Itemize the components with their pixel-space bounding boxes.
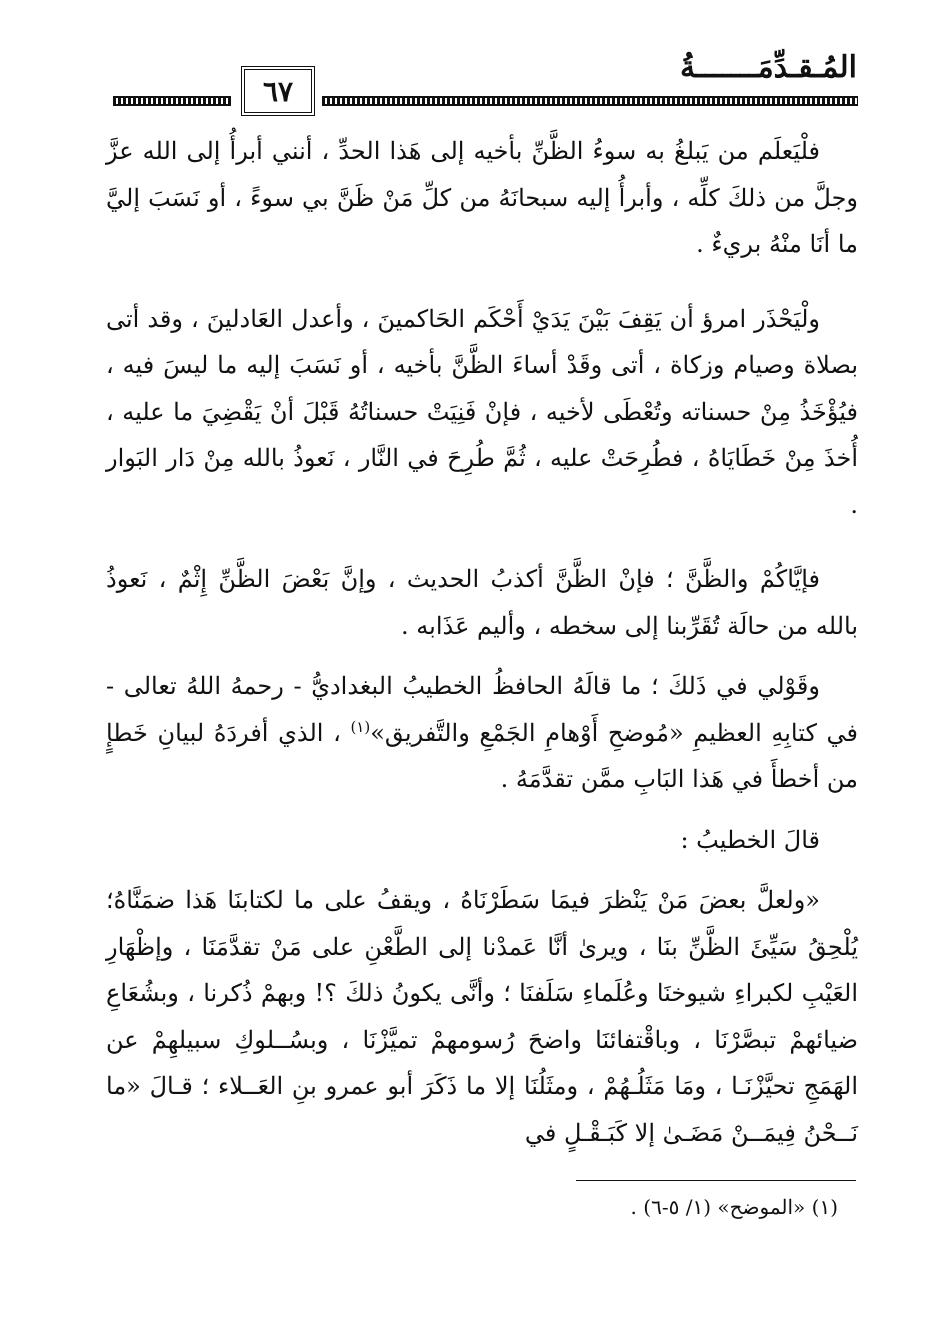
- header-ornament-left: [113, 96, 231, 106]
- footnote-separator: [576, 1180, 856, 1181]
- paragraph-4: [106, 663, 858, 803]
- speaker-line: قالَ الخطيبُ :: [680, 825, 820, 854]
- header-ornament-right: [322, 96, 858, 106]
- paragraph-6-quote: «ولعلَّ بعضَ مَنْ يَنْظرَ فيمَا سَطَرْنَاهُ ، ويقفُ على ما لكتابنَا هَذا ضمَنَّاهُ؛ يُلْحِقُ سَيِّئَ الظَّنِّ بنَا ، ويرىٰ أنَّا عَمدْنا إلى الطَّعْنِ على مَنْ تقدَّمَنَا ، وإظْهَارِ العَيْبِ لكبراءِ شيوخنَا وعُلَماءِ سَلَفنَا ؛ وأنَّى يكونُ ذلكَ ؟! وبهمْ ذُكرنا ، وبشُعَاعِ ضيائهمْ تبصَّرْنَا ، وباقْتفائنَا واضحَ رُسومهمْ تميَّزْنَا ، وبسُــلوكِ سبيلهِمْ عن الهَمَجِ تحيَّزْنَـا ، ومَا مَثَلُـهُمْ ، ومثَلُنَا إلا ما ذَكَرَ أبو عمرو بنِ العَــلاء ؛ قـالَ «ما نَــحْنُ فِيمَــنْ مَضَـىٰ إلا كَبَـقْـلٍ في: [106, 886, 859, 1147]
- paragraph-1: فلْيَعلَم من يَبلغُ به سوءُ الظَّنِّ بأخيه إلى هَذا الحدِّ ، أنني أبرأُ إلى الله عزَّ وجلَّ من ذلكَ كلِّه ، وأبرأُ إليه سبحانَهُ من كلِّ مَنْ ظَنَّ بي سوءً ، أو نَسَبَ إليَّ ما أنَا منْهُ بريءٌ .: [106, 137, 858, 258]
- paragraph-4-text-a: وقَوْلي في ذَلكَ ؛ ما قالَهُ الحافظُ الخطيبُ البغداديُّ - رحمهُ اللهُ تعالى - في كتابِهِ العظيمِ «مُوضحِ أَوْهامِ الجَمْعِ والتَّفريق»: [106, 672, 859, 747]
- main-text: [106, 128, 858, 1184]
- page-number: ٦٧: [241, 66, 315, 116]
- paragraph-2: ولْيَحْذَر امرؤ أن يَقِفَ بَيْنَ يَدَيْ أَحْكَم الحَاكمينَ ، وأعدل العَادلينَ ، وقد أتى بصلاة وصيام وزكاة ، أتى وقَدْ أساءَ الظَّنَّ بأخيه ، أو نَسَبَ إليه ما ليسَ فيه ، فيُؤْخَذُ مِنْ حسناته وتُعْطَى لأخيه ، فإنْ فَنِيَتْ حسناتُهُ قَبْلَ أنْ يَقْضِيَ ما عليه ، أُخذَ مِنْ خَطَايَاهُ ، فطُرِحَتْ عليه ، ثُمَّ طُرِحَ في النَّار ، نَعوذُ بالله مِنْ دَار البَوار .: [106, 304, 858, 519]
- paragraph-3: فإيَّاكُمْ والظَّنَّ ؛ فإنْ الظَّنَّ أكذبُ الحديث ، وإنَّ بَعْضَ الظَّنِّ إِثْمٌ ، نَعوذُ بالله من حالَة تُقَرِّبنا إلى سخطه ، وأليم عَذَابه .: [106, 565, 858, 640]
- paragraph-4-text-b: ، الذي أفردَهُ لبيانِ خَطإٍ من أخطأَ في هَذا البَابِ ممَّن تقدَّمَهُ .: [106, 718, 858, 793]
- footnote-reference: (١): [350, 717, 371, 736]
- running-header-title: المُـقـدِّمَـــــــةُ: [680, 50, 857, 85]
- footnote: (١) «الموضح» (١/ ٥-٦) .: [630, 1195, 838, 1219]
